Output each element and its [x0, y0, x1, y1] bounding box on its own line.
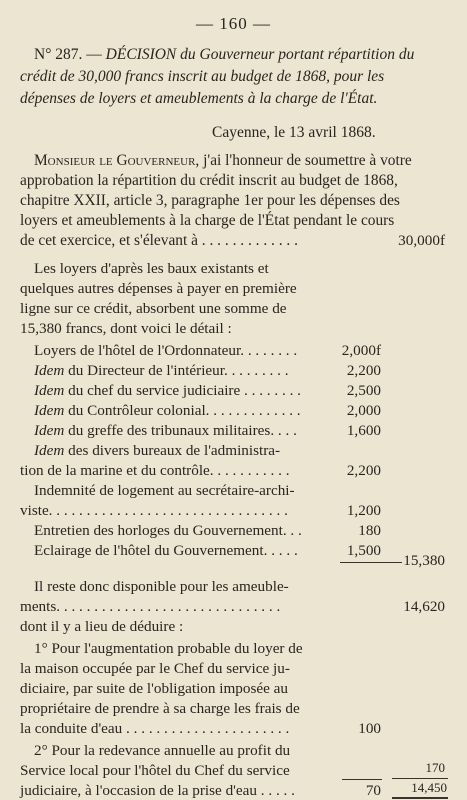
- expense-item: Eclairage de l'hôtel du Gouvernement. . . . .: [34, 542, 298, 559]
- deduction1-line: la maison occupée par le Chef du service ju-: [20, 660, 290, 677]
- rent-intro-line2: quelques autres dépenses à payer en première: [20, 280, 297, 297]
- expense-item: tion de la marine et du contrôle. . . . . . . . . . .: [20, 462, 290, 479]
- expense-amount: 2,200: [346, 462, 381, 479]
- rent-intro-line4: 15,380 francs, dont voici le détail :: [20, 320, 232, 337]
- dateline: Cayenne, le 13 avril 1868.: [212, 124, 376, 141]
- expense-amount: 2,200: [346, 362, 381, 379]
- deduction2-line: Service local pour l'hôtel du Chef du service: [20, 762, 290, 779]
- subtotal-amount: 15,380: [403, 552, 445, 569]
- expense-amount: 1,500: [346, 542, 381, 559]
- decision-title-line3: dépenses de loyers et ameublements à la charge de l'État.: [20, 90, 378, 107]
- expense-item: Idem des divers bureaux de l'administra-: [34, 442, 281, 459]
- intro-line3: chapitre XXII, article 3, paragraphe 1er pour les dépenses des: [20, 192, 400, 209]
- intro-line2: approbation la répartition du crédit inscrit au budget de 1868,: [20, 172, 398, 189]
- expense-item: Idem du Contrôleur colonial. . . . . . . . . . . . .: [34, 402, 301, 419]
- title-dash: —: [86, 46, 102, 63]
- expense-item: Idem du greffe des tribunaux militaires. . . .: [34, 422, 297, 439]
- remaining-amount: 14,620: [403, 598, 445, 615]
- expense-item: viste. . . . . . . . . . . . . . . . . . . . . . . . . . . . . . . .: [20, 502, 288, 519]
- rent-intro-line3: ligne sur ce crédit, absorbent une somme de: [20, 300, 287, 317]
- salutation: Monsieur le Gouverneur,: [34, 152, 200, 169]
- deduction1-line: propriétaire de prendre à sa charge les frais de: [20, 700, 300, 717]
- remaining-line2: ments. . . . . . . . . . . . . . . . . . . . . . . . . . . . . .: [20, 598, 281, 615]
- expense-item: Idem du chef du service judiciaire . . . . . . . .: [34, 382, 301, 399]
- intro-line4: loyers et ameublements à la charge de l'État pendant le cours: [20, 212, 395, 229]
- deductions-total: 170: [425, 760, 445, 775]
- subtotal-rule: [340, 562, 402, 563]
- expense-item: Idem du Directeur de l'intérieur. . . . . . . . .: [34, 362, 289, 379]
- deduction1-line: 1° Pour l'augmentation probable du loyer de: [34, 640, 303, 657]
- expense-amount: 1,200: [346, 502, 381, 519]
- deduction1-line: la conduite d'eau . . . . . . . . . . . . . . . . . . . . . .: [20, 720, 290, 737]
- intro-line1: [34, 152, 412, 170]
- deduction2-amount: 70: [365, 782, 381, 799]
- decision-title-line2: crédit de 30,000 francs inscrit au budget de 1868, pour les: [20, 68, 385, 85]
- deduction1-amount: 100: [358, 720, 381, 737]
- expense-amount: 2,500: [346, 382, 381, 399]
- decision-number: N° 287.: [34, 46, 83, 63]
- deduction1-line: diciaire, par suite de l'obligation imposée au: [20, 680, 289, 697]
- page-number: — 160 —: [196, 14, 271, 33]
- deduction2-line: 2° Pour la redevance annuelle au profit du: [34, 742, 291, 759]
- deduction2-line: judiciaire, à l'occasion de la prise d'eau . . . . .: [20, 782, 295, 799]
- intro-line5: de cet exercice, et s'élevant à . . . . . . . . . . . . .: [20, 232, 298, 249]
- expense-item: Loyers de l'hôtel de l'Ordonnateur. . . . . . . .: [34, 342, 298, 359]
- expense-item: Indemnité de logement au secrétaire-archi-: [34, 482, 295, 499]
- expense-amount: 1,600: [346, 422, 381, 439]
- expense-amount: 2,000: [346, 402, 381, 419]
- expense-amount: 180: [358, 522, 381, 539]
- deductions-rule: [342, 779, 382, 780]
- decision-title: DÉCISION du Gouverneur portant répartition du: [105, 46, 415, 63]
- expense-item: Entretien des horloges du Gouvernement. . .: [34, 522, 302, 539]
- intro-line1-text: j'ai l'honneur de soumettre à votre: [203, 152, 412, 169]
- remaining-line1: Il reste donc disponible pour les ameuble-: [34, 578, 289, 595]
- credit-total: 30,000f: [398, 232, 445, 249]
- rent-intro-line1: Les loyers d'après les baux existants et: [34, 260, 269, 277]
- final-total: 14,450: [411, 780, 447, 795]
- final-rule: [392, 778, 448, 779]
- decision-title-line1: [20, 44, 447, 66]
- expense-amount: 2,000f: [341, 342, 381, 359]
- remaining-line3: dont il y a lieu de déduire :: [20, 618, 184, 635]
- final-double-rule: [392, 797, 448, 799]
